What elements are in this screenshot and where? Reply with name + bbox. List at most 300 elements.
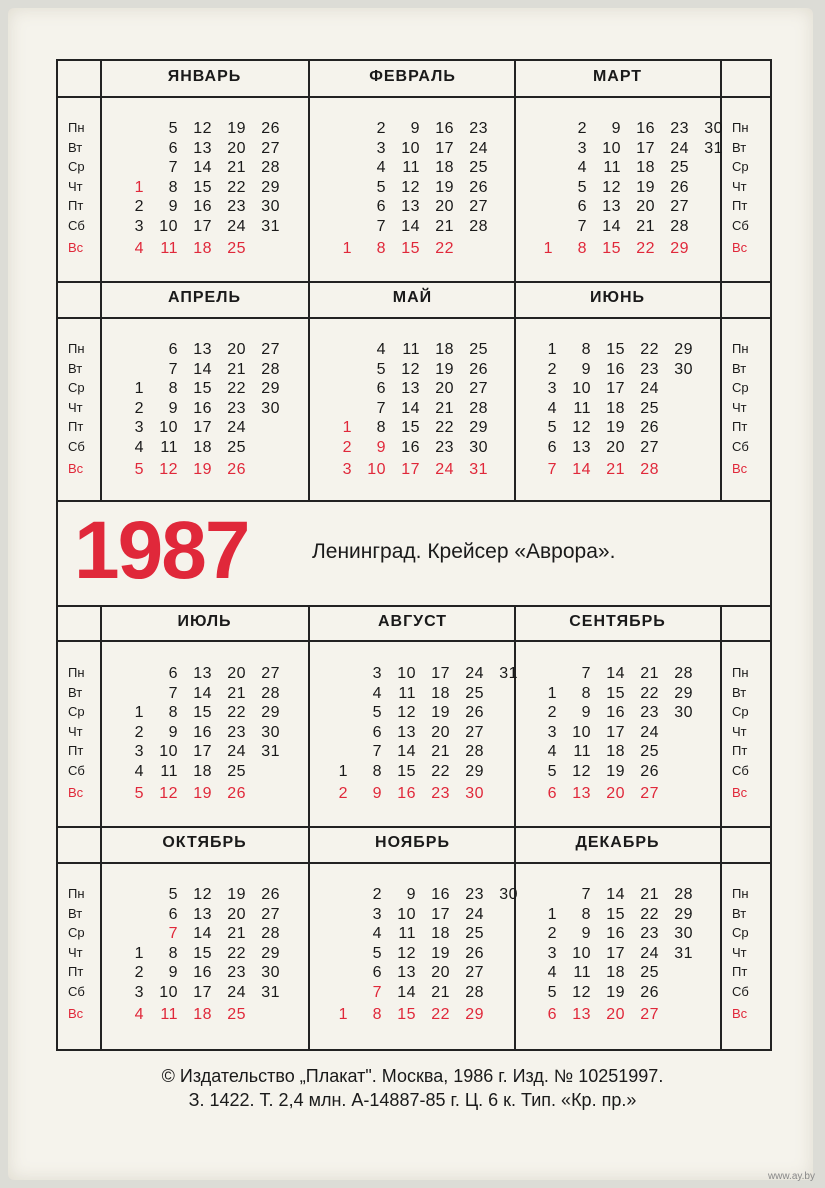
day-НОЯБРЬ-8: 8 [372,1006,382,1023]
day-АВГУСТ-11: 11 [398,684,416,702]
weekday-label: Сб [68,438,85,454]
day-АПРЕЛЬ-14: 14 [193,360,212,378]
day-СЕНТЯБРЬ-4: 4 [547,743,557,760]
day-ИЮНЬ-15: 15 [606,341,625,358]
day-ИЮНЬ-18: 18 [606,399,625,417]
day-АПРЕЛЬ-5: 5 [134,461,144,478]
day-СЕНТЯБРЬ-20: 20 [606,785,625,802]
day-АВГУСТ-30: 30 [465,785,484,802]
day-МАЙ-19: 19 [435,360,454,378]
day-МАРТ-24: 24 [670,139,689,157]
weekday-label: Сб [732,762,749,778]
day-ИЮЛЬ-31: 31 [261,743,280,760]
day-ДЕКАБРЬ-29: 29 [674,905,693,923]
day-ИЮНЬ-28: 28 [640,461,659,478]
day-АПРЕЛЬ-23: 23 [227,399,246,417]
day-ОКТЯБРЬ-10: 10 [159,983,178,1001]
day-ФЕВРАЛЬ-4: 4 [376,159,386,176]
day-МАРТ-27: 27 [670,198,689,215]
day-АВГУСТ-1: 1 [338,762,348,780]
day-ЯНВАРЬ-1: 1 [134,178,144,196]
day-НОЯБРЬ-30: 30 [499,886,518,903]
day-СЕНТЯБРЬ-10: 10 [572,723,591,741]
weekday-label: Вт [732,905,747,921]
day-ИЮЛЬ-18: 18 [193,762,212,780]
day-ФЕВРАЛЬ-17: 17 [435,139,454,157]
day-ДЕКАБРЬ-10: 10 [572,944,591,962]
day-АВГУСТ-24: 24 [465,665,484,682]
day-АПРЕЛЬ-25: 25 [227,438,246,456]
day-НОЯБРЬ-29: 29 [465,1006,484,1023]
day-СЕНТЯБРЬ-11: 11 [573,743,591,760]
day-ДЕКАБРЬ-8: 8 [581,905,591,923]
day-ДЕКАБРЬ-21: 21 [640,886,659,903]
day-МАЙ-16: 16 [401,438,420,456]
day-ДЕКАБРЬ-23: 23 [640,925,659,942]
weekday-label: Ср [68,159,85,174]
day-МАЙ-13: 13 [401,380,420,397]
weekday-label: Чт [732,178,747,194]
day-МАЙ-20: 20 [435,380,454,397]
day-ДЕКАБРЬ-24: 24 [640,944,659,962]
grid-line [720,607,722,1051]
month-name-0: ЯНВАРЬ [167,68,242,85]
day-МАРТ-11: 11 [603,159,621,176]
day-МАЙ-12: 12 [401,360,420,378]
day-ДЕКАБРЬ-2: 2 [547,925,557,942]
day-АВГУСТ-13: 13 [397,723,416,741]
day-НОЯБРЬ-12: 12 [397,944,416,962]
day-ФЕВРАЛЬ-19: 19 [435,178,454,196]
day-ИЮНЬ-7: 7 [547,461,557,478]
day-ОКТЯБРЬ-26: 26 [261,886,280,903]
day-ОКТЯБРЬ-16: 16 [193,964,212,981]
day-ОКТЯБРЬ-7: 7 [168,925,178,942]
day-ИЮЛЬ-24: 24 [227,743,246,760]
day-МАРТ-18: 18 [636,159,655,176]
day-ЯНВАРЬ-13: 13 [193,139,212,157]
day-ИЮНЬ-14: 14 [572,461,591,478]
day-СЕНТЯБРЬ-24: 24 [640,723,659,741]
weekday-label: Вс [732,240,748,255]
day-ИЮНЬ-3: 3 [547,380,557,397]
day-ИЮНЬ-29: 29 [674,341,693,358]
day-МАЙ-18: 18 [435,341,454,358]
day-ОКТЯБРЬ-18: 18 [193,1006,212,1023]
day-МАЙ-17: 17 [401,461,420,478]
day-АВГУСТ-14: 14 [397,743,416,760]
day-ФЕВРАЛЬ-9: 9 [410,120,420,137]
month-name-4: МАЙ [392,289,433,306]
day-АПРЕЛЬ-9: 9 [168,399,178,417]
day-ОКТЯБРЬ-17: 17 [193,983,212,1001]
day-ЯНВАРЬ-30: 30 [261,198,280,215]
day-ФЕВРАЛЬ-13: 13 [401,198,420,215]
day-СЕНТЯБРЬ-29: 29 [674,684,693,702]
day-ЯНВАРЬ-29: 29 [261,178,280,196]
day-СЕНТЯБРЬ-17: 17 [606,723,625,741]
weekday-label: Пт [68,419,84,434]
day-СЕНТЯБРЬ-5: 5 [547,762,557,780]
day-МАЙ-7: 7 [376,399,386,417]
day-ДЕКАБРЬ-7: 7 [581,886,591,903]
day-МАРТ-12: 12 [602,178,621,196]
day-ФЕВРАЛЬ-8: 8 [376,240,386,257]
day-МАРТ-26: 26 [670,178,689,196]
weekday-label: Ср [732,704,749,719]
day-ИЮЛЬ-16: 16 [193,723,212,741]
weekday-label: Пн [68,120,85,135]
weekday-label: Сб [68,983,85,999]
day-МАЙ-24: 24 [435,461,454,478]
day-ИЮЛЬ-20: 20 [227,665,246,682]
day-МАЙ-23: 23 [435,438,454,456]
day-ИЮЛЬ-15: 15 [193,704,212,721]
day-АВГУСТ-29: 29 [465,762,484,780]
day-ИЮНЬ-6: 6 [547,438,557,456]
day-МАЙ-6: 6 [376,380,386,397]
day-АВГУСТ-10: 10 [397,665,416,682]
day-МАРТ-19: 19 [636,178,655,196]
day-АПРЕЛЬ-24: 24 [227,419,246,436]
day-МАРТ-17: 17 [636,139,655,157]
weekday-label: Ср [68,380,85,395]
day-АПРЕЛЬ-3: 3 [134,419,144,436]
day-ДЕКАБРЬ-26: 26 [640,983,659,1001]
day-НОЯБРЬ-1: 1 [338,1006,348,1023]
weekday-label: Пн [732,341,749,356]
day-АВГУСТ-3: 3 [372,665,382,682]
day-ДЕКАБРЬ-20: 20 [606,1006,625,1023]
day-ИЮЛЬ-17: 17 [193,743,212,760]
day-НОЯБРЬ-14: 14 [397,983,416,1001]
month-name-7: АВГУСТ [377,613,448,630]
grid-line [100,59,102,501]
day-МАЙ-5: 5 [376,360,386,378]
weekday-label: Вт [732,139,747,155]
day-ОКТЯБРЬ-30: 30 [261,964,280,981]
day-ФЕВРАЛЬ-5: 5 [376,178,386,196]
month-name-5: ИЮНЬ [589,289,646,306]
day-ИЮЛЬ-14: 14 [193,684,212,702]
day-АВГУСТ-2: 2 [338,785,348,802]
weekday-label: Сб [732,983,749,999]
weekday-label: Вт [68,905,83,921]
day-НОЯБРЬ-13: 13 [397,964,416,981]
day-МАЙ-22: 22 [435,419,454,436]
day-ФЕВРАЛЬ-12: 12 [401,178,420,196]
day-ИЮНЬ-1: 1 [547,341,557,358]
weekday-label: Вс [68,1006,84,1021]
weekday-label: Сб [68,217,85,233]
caption-text: Ленинград. Крейсер «Аврора». [312,540,616,563]
day-МАРТ-25: 25 [670,159,689,176]
day-СЕНТЯБРЬ-15: 15 [606,684,625,702]
day-ДЕКАБРЬ-15: 15 [606,905,625,923]
day-МАРТ-7: 7 [577,217,587,235]
day-МАЙ-10: 10 [367,461,386,478]
month-name-1: ФЕВРАЛЬ [369,68,456,85]
day-ДЕКАБРЬ-3: 3 [547,944,557,962]
day-АПРЕЛЬ-11: 11 [160,438,178,456]
day-МАРТ-21: 21 [636,217,655,235]
day-НОЯБРЬ-23: 23 [465,886,484,903]
day-ФЕВРАЛЬ-27: 27 [469,198,488,215]
day-ДЕКАБРЬ-19: 19 [606,983,625,1001]
day-ЯНВАРЬ-26: 26 [261,120,280,137]
weekday-label: Чт [68,723,83,739]
day-ИЮНЬ-16: 16 [606,360,625,378]
day-ЯНВАРЬ-18: 18 [193,240,212,257]
day-ОКТЯБРЬ-2: 2 [134,964,144,981]
month-name-8: СЕНТЯБРЬ [569,613,666,630]
day-ДЕКАБРЬ-4: 4 [547,964,557,981]
day-СЕНТЯБРЬ-8: 8 [581,684,591,702]
day-ИЮНЬ-11: 11 [573,399,591,417]
day-ИЮНЬ-5: 5 [547,419,557,436]
day-ФЕВРАЛЬ-21: 21 [435,217,454,235]
day-АПРЕЛЬ-15: 15 [193,380,212,397]
month-name-10: НОЯБРЬ [375,834,450,851]
day-ЯНВАРЬ-15: 15 [193,178,212,196]
weekday-label: Сб [732,217,749,233]
weekday-label: Вс [68,785,84,800]
weekday-label: Пн [732,120,749,135]
weekday-label: Сб [732,438,749,454]
day-ЯНВАРЬ-2: 2 [134,198,144,215]
day-ИЮЛЬ-11: 11 [160,762,178,780]
day-АПРЕЛЬ-28: 28 [261,360,280,378]
day-ИЮНЬ-27: 27 [640,438,659,456]
day-АПРЕЛЬ-21: 21 [227,360,246,378]
day-МАРТ-31: 31 [704,139,723,157]
day-АВГУСТ-17: 17 [431,665,450,682]
day-МАЙ-15: 15 [401,419,420,436]
day-АВГУСТ-28: 28 [465,743,484,760]
month-name-11: ДЕКАБРЬ [575,834,660,851]
day-ОКТЯБРЬ-27: 27 [261,905,280,923]
day-ФЕВРАЛЬ-26: 26 [469,178,488,196]
year-title: 1987 [74,505,249,596]
day-ЯНВАРЬ-8: 8 [168,178,178,196]
weekday-label: Пт [732,198,748,213]
day-СЕНТЯБРЬ-30: 30 [674,704,693,721]
day-ЯНВАРЬ-24: 24 [227,217,246,235]
day-НОЯБРЬ-10: 10 [397,905,416,923]
day-НОЯБРЬ-21: 21 [431,983,450,1001]
day-ЯНВАРЬ-28: 28 [261,159,280,176]
day-НОЯБРЬ-26: 26 [465,944,484,962]
day-ИЮЛЬ-26: 26 [227,785,246,802]
grid-line [308,59,310,501]
day-ОКТЯБРЬ-22: 22 [227,944,246,962]
weekday-label: Пт [68,198,84,213]
day-АВГУСТ-8: 8 [372,762,382,780]
day-ФЕВРАЛЬ-16: 16 [435,120,454,137]
weekday-label: Вс [732,785,748,800]
day-ИЮЛЬ-2: 2 [134,723,144,741]
day-ИЮЛЬ-13: 13 [193,665,212,682]
day-СЕНТЯБРЬ-3: 3 [547,723,557,741]
day-СЕНТЯБРЬ-7: 7 [581,665,591,682]
day-АВГУСТ-7: 7 [372,743,382,760]
day-СЕНТЯБРЬ-16: 16 [606,704,625,721]
day-СЕНТЯБРЬ-25: 25 [640,743,659,760]
day-ЯНВАРЬ-20: 20 [227,139,246,157]
day-НОЯБРЬ-2: 2 [372,886,382,903]
day-НОЯБРЬ-25: 25 [465,925,484,942]
day-МАРТ-8: 8 [577,240,587,257]
weekday-label: Чт [68,399,83,415]
day-АВГУСТ-18: 18 [431,684,450,702]
day-СЕНТЯБРЬ-2: 2 [547,704,557,721]
grid-line [100,607,102,1051]
day-АПРЕЛЬ-29: 29 [261,380,280,397]
day-СЕНТЯБРЬ-14: 14 [606,665,625,682]
grid-line [514,59,516,501]
weekday-label: Вт [68,684,83,700]
day-ОКТЯБРЬ-31: 31 [261,983,280,1001]
day-ИЮЛЬ-21: 21 [227,684,246,702]
grid-line [56,605,772,607]
day-МАЙ-1: 1 [342,419,352,436]
day-ИЮНЬ-26: 26 [640,419,659,436]
day-ФЕВРАЛЬ-7: 7 [376,217,386,235]
day-ЯНВАРЬ-11: 11 [160,240,178,257]
day-ОКТЯБРЬ-11: 11 [160,1006,178,1023]
day-АПРЕЛЬ-12: 12 [159,461,178,478]
day-МАРТ-22: 22 [636,240,655,257]
day-МАЙ-29: 29 [469,419,488,436]
day-МАЙ-25: 25 [469,341,488,358]
day-ИЮНЬ-24: 24 [640,380,659,397]
weekday-label: Вс [732,1006,748,1021]
day-ИЮНЬ-23: 23 [640,360,659,378]
day-МАЙ-3: 3 [342,461,352,478]
day-ЯНВАРЬ-4: 4 [134,240,144,257]
day-АПРЕЛЬ-19: 19 [193,461,212,478]
day-НОЯБРЬ-7: 7 [372,983,382,1001]
day-АВГУСТ-15: 15 [397,762,416,780]
day-НОЯБРЬ-22: 22 [431,1006,450,1023]
day-ИЮНЬ-22: 22 [640,341,659,358]
day-ОКТЯБРЬ-8: 8 [168,944,178,962]
day-ИЮНЬ-20: 20 [606,438,625,456]
weekday-label: Вт [68,360,83,376]
day-МАЙ-31: 31 [469,461,488,478]
day-ЯНВАРЬ-3: 3 [134,217,144,235]
day-ОКТЯБРЬ-19: 19 [227,886,246,903]
month-name-6: ИЮЛЬ [177,613,232,630]
day-НОЯБРЬ-17: 17 [431,905,450,923]
weekday-label: Ср [68,704,85,719]
day-ИЮЛЬ-22: 22 [227,704,246,721]
day-ФЕВРАЛЬ-15: 15 [401,240,420,257]
day-ОКТЯБРЬ-13: 13 [193,905,212,923]
day-МАРТ-30: 30 [704,120,723,137]
grid-line [56,826,772,828]
day-СЕНТЯБРЬ-12: 12 [572,762,591,780]
day-ИЮЛЬ-10: 10 [159,743,178,760]
day-АВГУСТ-9: 9 [372,785,382,802]
day-ФЕВРАЛЬ-11: 11 [402,159,420,176]
day-МАРТ-5: 5 [577,178,587,196]
grid-line [56,96,772,98]
day-МАРТ-13: 13 [602,198,621,215]
day-МАРТ-28: 28 [670,217,689,235]
day-ОКТЯБРЬ-6: 6 [168,905,178,923]
day-ОКТЯБРЬ-23: 23 [227,964,246,981]
weekday-label: Чт [68,944,83,960]
day-АПРЕЛЬ-27: 27 [261,341,280,358]
day-ЯНВАРЬ-23: 23 [227,198,246,215]
day-МАЙ-4: 4 [376,341,386,358]
day-ЯНВАРЬ-25: 25 [227,240,246,257]
day-МАРТ-3: 3 [577,139,587,157]
day-ИЮЛЬ-23: 23 [227,723,246,741]
grid-line [56,500,772,502]
day-ФЕВРАЛЬ-10: 10 [401,139,420,157]
day-МАРТ-2: 2 [577,120,587,137]
day-НОЯБРЬ-4: 4 [372,925,382,942]
day-АПРЕЛЬ-18: 18 [193,438,212,456]
day-ЯНВАРЬ-5: 5 [168,120,178,137]
day-АВГУСТ-12: 12 [397,704,416,721]
day-ОКТЯБРЬ-20: 20 [227,905,246,923]
day-АВГУСТ-22: 22 [431,762,450,780]
day-ЯНВАРЬ-27: 27 [261,139,280,157]
day-АВГУСТ-27: 27 [465,723,484,741]
day-АВГУСТ-6: 6 [372,723,382,741]
day-ФЕВРАЛЬ-1: 1 [342,240,352,257]
day-НОЯБРЬ-9: 9 [406,886,416,903]
day-ИЮНЬ-25: 25 [640,399,659,417]
day-МАРТ-10: 10 [602,139,621,157]
day-ОКТЯБРЬ-12: 12 [193,886,212,903]
day-ИЮЛЬ-8: 8 [168,704,178,721]
day-ИЮНЬ-21: 21 [606,461,625,478]
weekday-label: Ср [732,159,749,174]
day-АПРЕЛЬ-10: 10 [159,419,178,436]
day-МАЙ-26: 26 [469,360,488,378]
day-ИЮНЬ-4: 4 [547,399,557,417]
day-СЕНТЯБРЬ-23: 23 [640,704,659,721]
weekday-label: Пт [68,743,84,758]
day-ОКТЯБРЬ-24: 24 [227,983,246,1001]
day-НОЯБРЬ-11: 11 [398,925,416,942]
day-ОКТЯБРЬ-21: 21 [227,925,246,942]
day-ЯНВАРЬ-21: 21 [227,159,246,176]
day-ОКТЯБРЬ-14: 14 [193,925,212,942]
day-ДЕКАБРЬ-11: 11 [573,964,591,981]
day-АПРЕЛЬ-6: 6 [168,341,178,358]
day-ИЮНЬ-12: 12 [572,419,591,436]
day-МАЙ-2: 2 [342,438,352,456]
weekday-label: Пн [68,665,85,680]
weekday-label: Пт [732,743,748,758]
day-НОЯБРЬ-5: 5 [372,944,382,962]
day-ДЕКАБРЬ-6: 6 [547,1006,557,1023]
day-МАЙ-8: 8 [376,419,386,436]
day-АВГУСТ-19: 19 [431,704,450,721]
day-ИЮЛЬ-9: 9 [168,723,178,741]
weekday-label: Чт [68,178,83,194]
day-ДЕКАБРЬ-27: 27 [640,1006,659,1023]
day-ДЕКАБРЬ-28: 28 [674,886,693,903]
day-МАРТ-15: 15 [602,240,621,257]
weekday-label: Вс [68,461,84,476]
day-ФЕВРАЛЬ-2: 2 [376,120,386,137]
